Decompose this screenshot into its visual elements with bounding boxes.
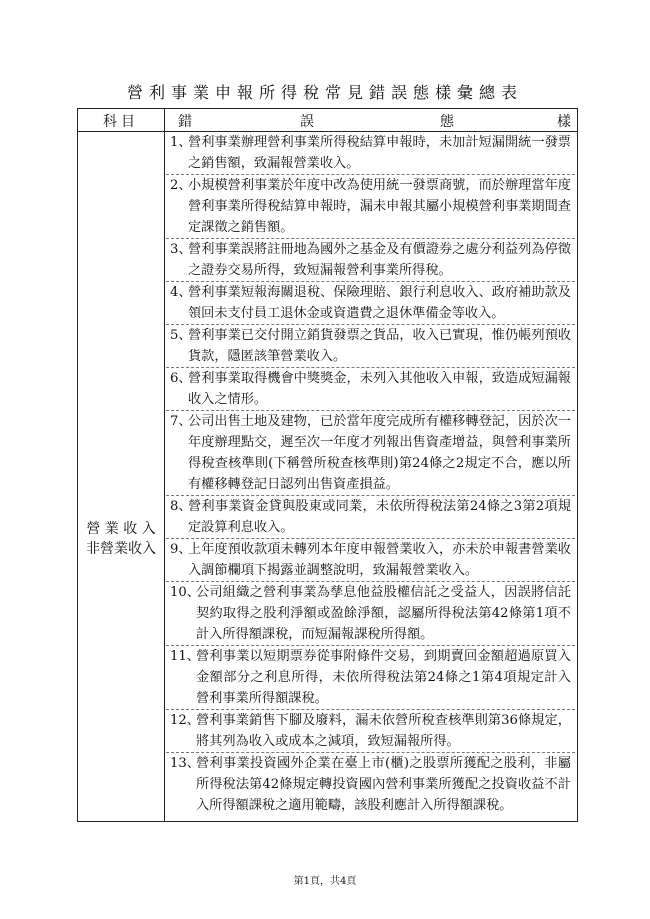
subject-cell <box>78 519 164 559</box>
error-item-8: 8、 營利事業資金貸與股東或同業，未依所得稅法第24條之3第2項規定設算利息收入。 <box>166 496 575 539</box>
error-item-6: 6、 營利事業取得機會中獎獎金，未列入其他收入申報，致造成短漏報收入之情形。 <box>166 368 575 411</box>
header-error-3: 態 <box>440 114 454 130</box>
error-item-11: 11、 營利事業以短期票券從事附條件交易，到期賣回金額超過原買入金額部分之利息所得，未依所得稅法第24條之1第4項規定計入營利事業所得額課稅。 <box>166 646 575 710</box>
error-item-4: 4、 營利事業短報海關退稅、保險理賠、銀行利息收入、政府補助款及領回未支付員工退休金或資遣費之退休準備金等收入。 <box>166 282 575 325</box>
error-table <box>77 108 578 822</box>
column-divider <box>164 109 165 821</box>
error-item-3: 3、 營利事業誤將註冊地為國外之基金及有價證券之處分利益列為停徵之證券交易所得，致短漏報營利事業所得稅。 <box>166 239 575 282</box>
subject-line-1: 營 業 收 入 <box>86 521 156 537</box>
error-item-5: 5、 營利事業已交付開立銷貨發票之貨品，收入已實現，惟仍帳列預收貨款，隱匿該筆營業收入。 <box>166 325 575 368</box>
header-error-2: 誤 <box>300 114 314 130</box>
error-items <box>166 132 575 816</box>
error-item-9: 9、 上年度預收款項未轉列本年度申報營業收入，亦未於申報書營業收入調節欄項下揭露並調整說明，致漏報營業收入。 <box>166 539 575 582</box>
error-item-7: 7、 公司出售土地及建物，已於當年度完成所有權移轉登記，因於次一年度辦理點交，遲至次一年度才列報出售資產增益，與營利事業所得稅查核準則(下稱營所稅查核準則)第24條之2規定不合，應以所有權移轉登記日認列出售資產損益。 <box>166 411 575 496</box>
error-item-10: 10、 公司組織之營利事業為孳息他益股權信託之受益人，因誤將信託契約取得之股利淨額或盈餘淨額，認屬所得稅法第42條第1項不計入所得額課稅，而短漏報課稅所得額。 <box>166 582 575 646</box>
page-title: 營利事業申報所得稅常見錯誤態樣彙總表 <box>126 83 523 102</box>
header-subject: 科目 <box>103 114 139 130</box>
header-error-1: 錯 <box>178 114 192 130</box>
error-item-1: 1、 營利事業辦理營利事業所得稅結算申報時，未加計短漏開統一發票之銷售額，致漏報營業收入。 <box>166 132 575 175</box>
subject-line-2: 非營業收入 <box>86 541 156 557</box>
error-item-12: 12、 營利事業銷售下腳及廢料，漏未依營所稅查核準則第36條規定，將其列為收入或成本之減項，致短漏報所得。 <box>166 710 575 753</box>
table-header <box>78 109 577 132</box>
error-item-2: 2、 小規模營利事業於年度中改為使用統一發票商號，而於辦理當年度營利事業所得稅結算申報時，漏未申報其屬小規模營利事業期間查定課徵之銷售額。 <box>166 175 575 239</box>
page-footer: 第1頁，共4頁 <box>293 876 357 887</box>
header-error-4: 樣 <box>557 114 571 130</box>
error-item-13: 13、 營利事業投資國外企業在臺上市(櫃)之股票所獲配之股利，非屬所得稅法第42條規定轉投資國內營利事業所獲配之投資收益不計入所得額課稅之適用範疇，該股利應計入所得額課稅。 <box>170 756 571 813</box>
